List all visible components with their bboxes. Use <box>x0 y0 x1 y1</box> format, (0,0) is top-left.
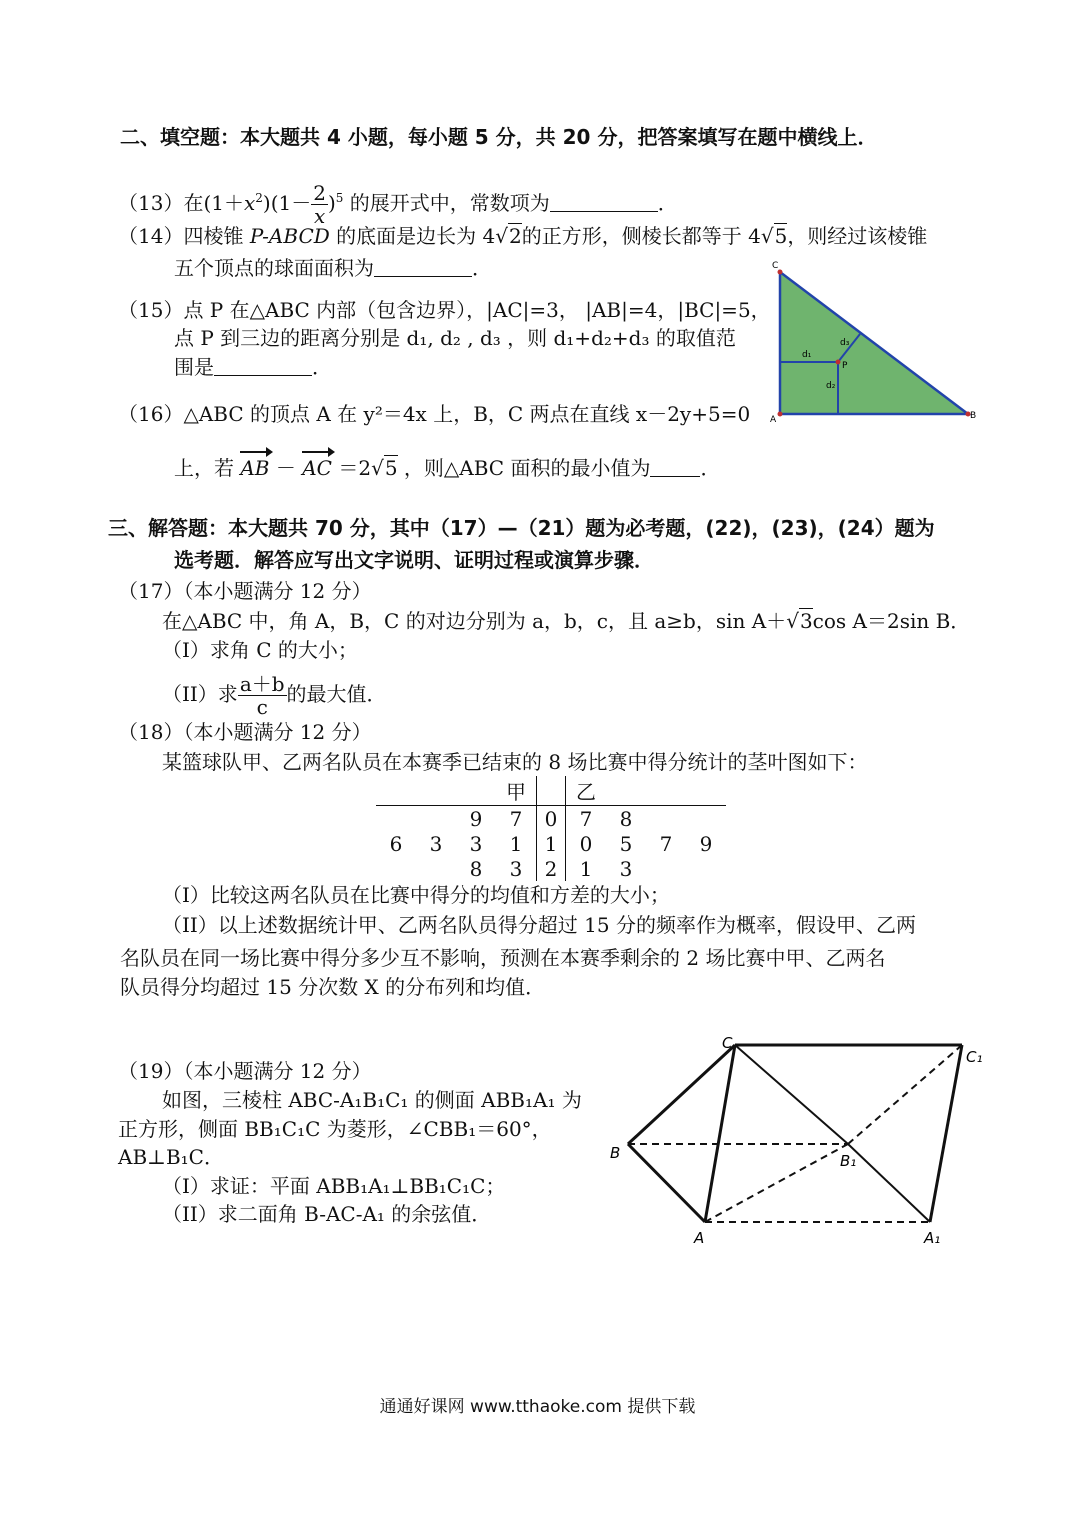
stem-leaf-header <box>376 776 726 806</box>
leaf: 8 <box>469 856 483 881</box>
label-a: A <box>770 415 777 425</box>
q15-line1 <box>118 297 771 323</box>
q15-answer-blank[interactable] <box>214 357 312 376</box>
leaf: 5 <box>619 831 633 856</box>
point-p <box>836 360 841 365</box>
q17-part2-text-a: （II）求 <box>162 682 238 706</box>
label-c: C <box>722 1034 733 1052</box>
leaf: 6 <box>389 831 403 856</box>
q15-triangle-figure <box>768 258 980 428</box>
vector-ab: AB <box>240 456 270 480</box>
q16-sqrt: 5 <box>384 456 398 480</box>
q17-text-a: 在△ABC 中，角 A，B，C 的对边分别为 a，b，c，且 a≥b，sin A＋ <box>162 609 787 633</box>
q16-text-2c: ，则△ABC 面积的最小值为 <box>397 456 651 480</box>
vertex-a <box>778 412 783 417</box>
q14-end: ． <box>472 256 492 280</box>
q19-line1: 如图，三棱柱 ABC-A₁B₁C₁ 的侧面 ABB₁A₁ 为 <box>162 1088 582 1112</box>
leaf: 3 <box>429 831 443 856</box>
edge-c1a1 <box>930 1045 962 1222</box>
q13-text-a: 在(1＋ <box>183 191 244 215</box>
q16-text-2a: 上，若 <box>174 456 241 480</box>
edge-ba <box>628 1144 705 1222</box>
q14-text-d: 的正方形，侧棱长都等于 4 <box>521 224 761 248</box>
stem-row-1 <box>376 831 726 856</box>
q14-text-c: 的底面是边长为 4 <box>329 224 496 248</box>
stem: 1 <box>537 831 566 856</box>
q16-minus: － <box>269 456 303 480</box>
label-c: C <box>772 261 779 271</box>
q17-frac-num: a＋b <box>239 672 285 696</box>
leaf <box>686 856 726 881</box>
label-p: P <box>842 361 848 371</box>
q14-number: （14） <box>118 224 184 248</box>
leaf: 3 <box>619 856 633 881</box>
leaf: 7 <box>659 831 673 856</box>
edge-ab1 <box>705 1144 848 1222</box>
header-yi: 乙 <box>566 776 607 806</box>
footer: 通通好课网 www.tthaoke.com 提供下载 <box>379 1397 696 1417</box>
q13-number: （13） <box>118 191 184 215</box>
leaf: 7 <box>579 806 593 831</box>
edge-cb1 <box>735 1045 848 1144</box>
q18-part2-line3: 队员得分均超过 15 分次数 X 的分布列和均值． <box>120 975 546 999</box>
edge-cb <box>628 1045 735 1144</box>
leaf <box>376 856 416 881</box>
q15-line3 <box>174 354 332 380</box>
leaf: 3 <box>469 831 483 856</box>
header-jia: 甲 <box>496 776 537 806</box>
q15-number: （15） <box>118 298 184 322</box>
q19-line3: AB⊥B₁C． <box>118 1145 224 1169</box>
vector-ac: AC <box>302 456 332 480</box>
q17-title: （17）（本小题满分 12 分） <box>118 579 372 603</box>
leaf: 8 <box>619 806 633 831</box>
q16-answer-blank[interactable] <box>650 458 700 477</box>
q13-answer-blank[interactable] <box>550 193 658 212</box>
section3-heading-2: 选考题．解答应写出文字说明、证明过程或演算步骤． <box>174 548 654 572</box>
q18-title: （18）（本小题满分 12 分） <box>118 720 372 744</box>
q13-fraction: $\frac{2}{x}$ <box>313 181 326 228</box>
leaf <box>416 856 456 881</box>
q19-part2: （II）求二面角 B-AC-A₁ 的余弦值． <box>162 1202 492 1226</box>
label-b1: B₁ <box>840 1152 857 1170</box>
q16-line1 <box>118 401 750 427</box>
q18-part2-line1: （II）以上述数据统计甲、乙两名队员得分超过 15 分的频率作为概率，假设甲、乙两 <box>162 913 916 937</box>
label-a: A <box>694 1229 705 1247</box>
q17-text-b: cos A＝2sin B． <box>812 609 971 633</box>
q17-part2 <box>162 672 387 718</box>
label-c1: C₁ <box>966 1048 983 1066</box>
leaf <box>646 856 686 881</box>
prism-figure <box>600 1030 1000 1260</box>
q16-number: （16） <box>118 402 184 426</box>
q19-part1: （I）求证：平面 ABB₁A₁⊥BB₁C₁C； <box>162 1174 506 1198</box>
q18-intro: 某篮球队甲、乙两名队员在本赛季已结束的 8 场比赛中得分统计的茎叶图如下： <box>162 750 868 774</box>
q13-text-b: 的展开式中，常数项为 <box>349 191 550 215</box>
q18-part2-line2: 名队员在同一场比赛中得分多少互不影响，预测在本赛季剩余的 2 场比赛中甲、乙两名 <box>120 946 886 970</box>
q17-frac-den: c <box>256 695 268 719</box>
q16-text-2b: ＝2 <box>331 456 372 480</box>
q14-sqrt1: 2 <box>509 224 522 248</box>
leaf: 3 <box>509 856 523 881</box>
leaf <box>376 806 416 832</box>
section2-heading: 二、填空题：本大题共 4 小题，每小题 5 分，共 20 分，把答案填写在题中横线上． <box>120 125 878 149</box>
leaf: 1 <box>579 856 593 881</box>
label-d1: d₁ <box>802 350 812 360</box>
q13: （13）在$(1+x^2)(1-$ $\frac{2}{x}$ )$^5$ 的展开式中，常数项为 ． <box>118 181 678 228</box>
leaf: 9 <box>699 831 713 856</box>
q17-sqrt: 3 <box>799 609 813 633</box>
label-b: B <box>610 1144 621 1162</box>
q14-sqrt2: 5 <box>774 224 788 248</box>
label-d3: d₃ <box>840 338 850 348</box>
q14-line2 <box>174 255 492 281</box>
q18-part1: （I）比较这两名队员在比赛中得分的均值和方差的大小； <box>162 883 670 907</box>
leaf <box>646 806 686 832</box>
stem: 0 <box>537 806 566 832</box>
q16-line2: 上，若 AB － AC ＝2√5 ，则△ABC 面积的最小值为 ． <box>174 456 721 480</box>
q14-answer-blank[interactable] <box>374 258 472 277</box>
section3-heading: 三、解答题：本大题共 70 分，其中（17）—（21）题为必考题，(22)，(23)，(24）题为 <box>108 516 935 540</box>
q17-part2-text-b: 的最大值． <box>286 682 387 706</box>
q19-title: （19）（本小题满分 12 分） <box>118 1059 372 1083</box>
q19-line2: 正方形，侧面 BB₁C₁C 为菱形，∠CBB₁＝60°， <box>118 1117 552 1141</box>
q15-end: ． <box>312 355 332 379</box>
leaf: 7 <box>509 806 523 831</box>
q17-stem: 在△ABC 中，角 A，B，C 的对边分别为 a，b，c，且 a≥b，sin A＋√3cos A＝2sin B． <box>162 609 971 633</box>
edge-b1a1 <box>848 1144 930 1222</box>
edge-b1c1 <box>848 1045 962 1144</box>
q14-text-e: ，则经过该棱锥 <box>787 224 928 248</box>
q14-text-2: 五个顶点的球面面积为 <box>174 256 374 280</box>
q13-end: ． <box>657 191 678 215</box>
stem-row-0 <box>376 806 726 832</box>
stem-row-2 <box>376 856 726 881</box>
leaf: 1 <box>509 831 523 856</box>
q14-pyramid: P-ABCD <box>249 224 330 248</box>
stem: 2 <box>537 856 566 881</box>
q16-text-1: △ABC 的顶点 A 在 y²＝4x 上，B，C 两点在直线 x－2y+5=0 <box>183 402 751 426</box>
triangle-abc <box>780 272 968 414</box>
label-d2: d₂ <box>826 381 836 391</box>
leaf <box>416 806 456 832</box>
q15-text-3: 围是 <box>174 355 214 379</box>
q16-end: ． <box>700 456 721 480</box>
stem-leaf-table <box>376 776 726 881</box>
edge-ca <box>705 1045 735 1222</box>
leaf: 0 <box>579 831 593 856</box>
q17-part1: （I）求角 C 的大小； <box>162 638 358 662</box>
label-b: B <box>970 411 977 421</box>
q17-fraction <box>238 673 287 718</box>
leaf: 9 <box>469 806 483 831</box>
q14-text-a: 四棱锥 <box>183 224 250 248</box>
q14-line1: （14）四棱锥 P-ABCD 的底面是边长为 4√2的正方形，侧棱长都等于 4√5，则经过该棱锥 <box>118 224 928 248</box>
leaf <box>686 806 726 832</box>
q15-text-1: 点 P 在△ABC 内部（包含边界），|AC|=3， |AB|=4，|BC|=5， <box>183 298 771 322</box>
label-a1: A₁ <box>924 1229 941 1247</box>
q15-line2: 点 P 到三边的距离分别是 d₁, d₂ , d₃ ，则 d₁+d₂+d₃ 的取值范 <box>174 326 736 350</box>
